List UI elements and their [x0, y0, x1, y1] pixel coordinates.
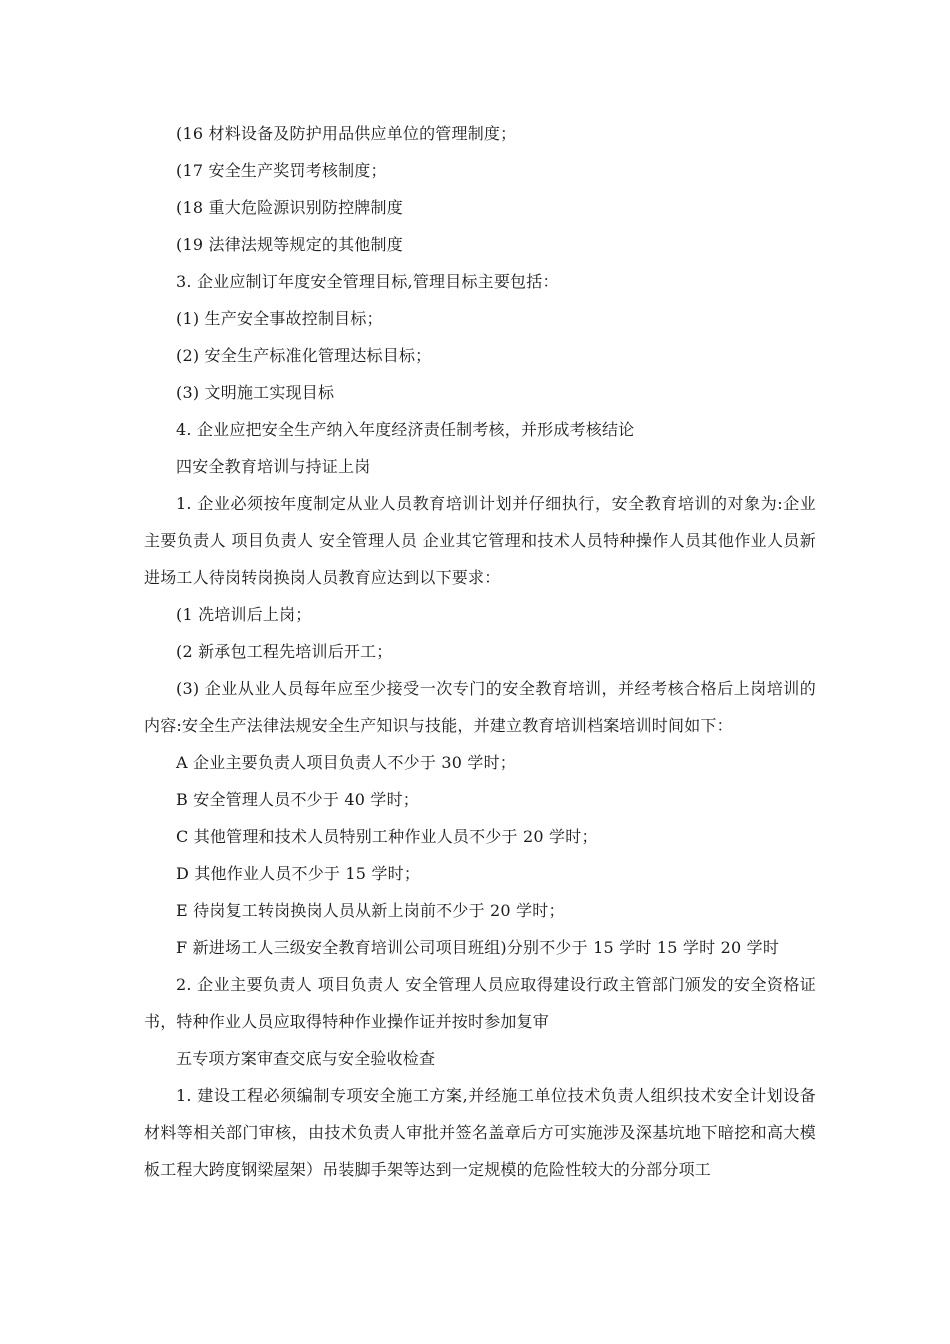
paragraph-target-1: (1) 生产安全事故控制目标；	[176, 309, 383, 328]
paragraph-item-16: (16 材料设备及防护用品供应单位的管理制度；	[176, 124, 517, 143]
paragraph-hours-b: B 安全管理人员不少于 40 学时；	[176, 790, 419, 809]
paragraph-plan-1: 1. 建设工程必须编制专项安全施工方案,并经施工单位技术负责人组织技术安全计划设备材料等相关部门审核，由技术负责人审批并签名盖章后方可实施涉及深基坑地下暗挖和高大模板工程大跨度钢梁屋架）吊装脚手架等达到一定规模的危险性较大的分部分项工	[144, 1086, 816, 1179]
section-heading-plan-review: 五专项方案审查交底与安全验收检查	[176, 1049, 436, 1068]
paragraph-target-3: (3) 文明施工实现目标	[176, 383, 335, 402]
paragraph-training-req-2: (2 新承包工程先培训后开工；	[176, 642, 393, 661]
paragraph-hours-a: A 企业主要负责人项目负责人不少于 30 学时；	[176, 753, 516, 772]
paragraph-section-3: 3. 企业应制订年度安全管理目标,管理目标主要包括：	[176, 272, 559, 291]
section-heading-training: 四安全教育培训与持证上岗	[176, 457, 371, 476]
paragraph-training-2: 2. 企业主要负责人 项目负责人 安全管理人员应取得建设行政主管部门颁发的安全资格证书，特种作业人员应取得特种作业操作证并按时参加复审	[144, 975, 816, 1031]
paragraph-item-19: (19 法律法规等规定的其他制度	[176, 235, 403, 254]
paragraph-target-2: (2) 安全生产标准化管理达标目标；	[176, 346, 432, 365]
paragraph-training-req-1: (1 冼培训后上岗；	[176, 605, 312, 624]
paragraph-hours-f: F 新进场工人三级安全教育培训公司项目班组)分别不少于 15 学时 15 学时 20 学时	[176, 938, 780, 957]
paragraph-hours-d: D 其他作业人员不少于 15 学时；	[176, 864, 421, 883]
document-body	[144, 115, 816, 1188]
paragraph-item-18: (18 重大危险源识别防控牌制度	[176, 198, 403, 217]
paragraph-item-17: (17 安全生产奖罚考核制度；	[176, 161, 387, 180]
paragraph-hours-c: C 其他管理和技术人员特别工种作业人员不少于 20 学时；	[176, 827, 598, 846]
paragraph-training-req-3: (3) 企业从业人员每年应至少接受一次专门的安全教育培训，并经考核合格后上岗培训的内容:安全生产法律法规安全生产知识与技能，并建立教育培训档案培训时间如下：	[144, 679, 816, 735]
paragraph-hours-e: E 待岗复工转岗换岗人员从新上岗前不少于 20 学时；	[176, 901, 565, 920]
paragraph-training-1: 1. 企业必须按年度制定从业人员教育培训计划并仔细执行，安全教育培训的对象为:企业主要负责人 项目负责人 安全管理人员 企业其它管理和技术人员特种操作人员其他作业人员新进场工人待岗转岗换岗人员教育应达到以下要求：	[144, 494, 816, 587]
paragraph-section-4: 4. 企业应把安全生产纳入年度经济责任制考核，并形成考核结论	[176, 420, 635, 439]
